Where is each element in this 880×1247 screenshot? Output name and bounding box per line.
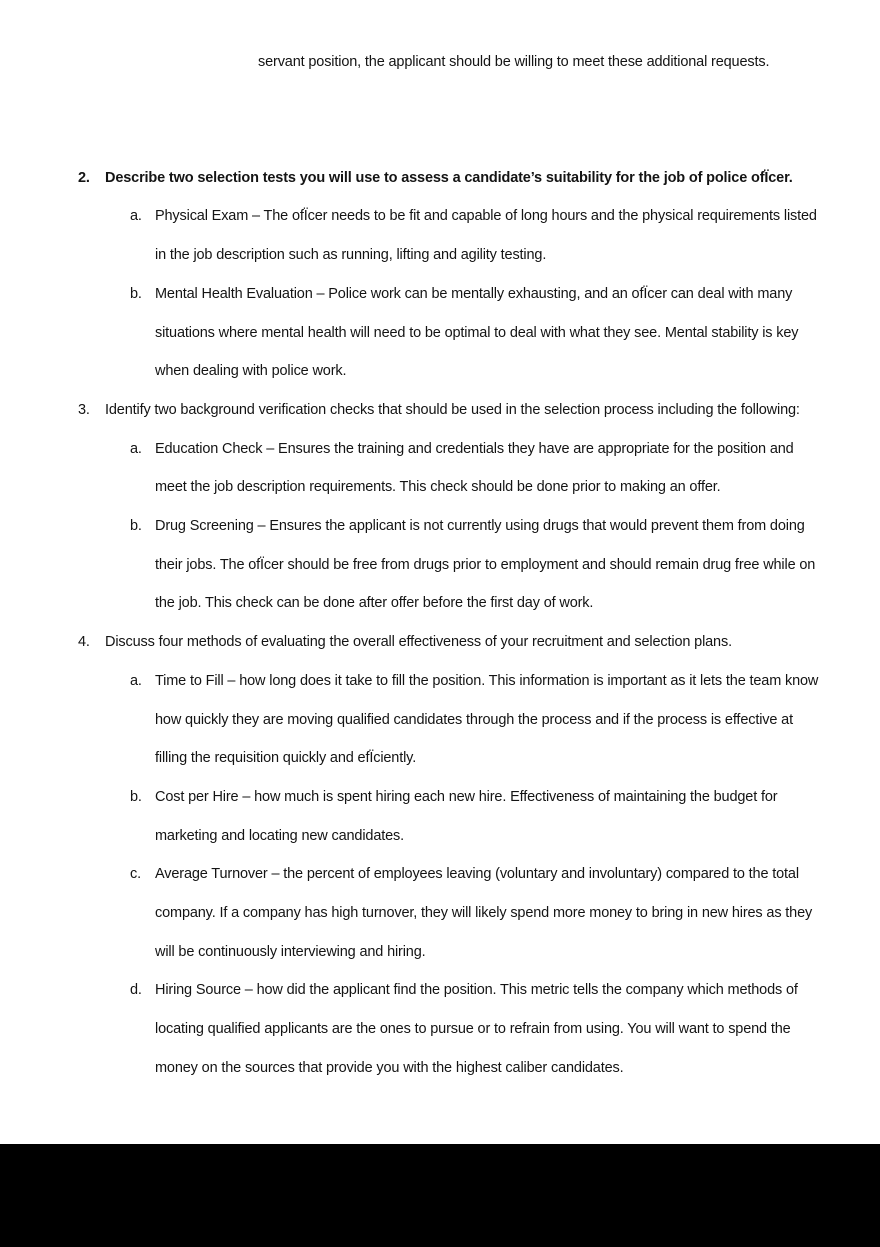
- item-number: 2.: [78, 169, 90, 186]
- page-footer-black-bar: [0, 1144, 880, 1247]
- sub-list-item: [0, 662, 880, 778]
- sub-item-text: Physical Exam – The ofÏcer needs to be fit and capable of long hours and the physical requirements listed in the job description such as running, lifting and agility testing.: [155, 208, 817, 264]
- sub-item-text: Drug Screening – Ensures the applicant is not currently using drugs that would prevent them from doing their jobs. The ofÏcer should be free from drugs prior to employment and should remain drug free while on the job. This check can be done after offer before the first day of work.: [155, 518, 816, 612]
- sub-list-item: [0, 855, 880, 971]
- sub-item-text: Mental Health Evaluation – Police work can be mentally exhausting, and an ofÏcer can deal with many situations where mental health will need to be optimal to deal with what they see. Mental stability is key when dealing with police work.: [155, 285, 799, 380]
- sub-item-letter: d.: [130, 982, 142, 999]
- sub-item-letter: b.: [130, 285, 142, 302]
- sub-item-text: Hiring Source – how did the applicant find the position. This metric tells the company which methods of locating qualified applicants are the ones to pursue or to refrain from using. You will want to spend the money on the sources that provide you with the highest caliber candidates.: [155, 982, 798, 1076]
- sub-item-letter: a.: [130, 208, 142, 225]
- sub-item-text: Average Turnover – the percent of employees leaving (voluntary and involuntary) compared to the total company. If a company has high turnover, they will likely spend more money to bring in new hires as they will be continuously interviewing and hiring.: [155, 866, 813, 960]
- document-body: [0, 43, 880, 1088]
- item-text: Discuss four methods of evaluating the overall effectiveness of your recruitment and selection plans.: [105, 634, 732, 651]
- sub-list-item: [0, 275, 880, 391]
- paragraph-continuation-line: servant position, the applicant should be willing to meet these additional requests.: [258, 54, 770, 70]
- sub-item-letter: a.: [130, 672, 142, 689]
- sub-item-letter: a.: [130, 440, 142, 457]
- sub-item-letter: b.: [130, 788, 142, 805]
- numbered-list: [0, 159, 880, 1088]
- sub-list-item: [0, 971, 880, 1087]
- sub-list-item: [0, 507, 880, 623]
- list-item: [0, 159, 880, 198]
- sub-list-item: [0, 778, 880, 855]
- item-text: Describe two selection tests you will use to assess a candidate’s suitability for the job of police ofÏcer.: [105, 169, 793, 186]
- sub-item-text: Education Check – Ensures the training and credentials they have are appropriate for the position and meet the job description requirements. This check should be done prior to making an offer.: [155, 440, 794, 496]
- sub-item-text: Time to Fill – how long does it take to fill the position. This information is important as it lets the team know how quickly they are moving qualified candidates through the process and if the process is effective at filling the requisition quickly and efÏciently.: [155, 672, 819, 767]
- sub-item-text: Cost per Hire – how much is spent hiring each new hire. Effectiveness of maintaining the budget for marketing and locating new candidates.: [155, 788, 778, 844]
- sub-item-letter: c.: [130, 866, 141, 883]
- sub-item-letter: b.: [130, 518, 142, 535]
- sub-list-item: [0, 430, 880, 507]
- item-number: 3.: [78, 401, 90, 418]
- item-number: 4.: [78, 634, 90, 651]
- item-text: Identify two background verification checks that should be used in the selection process including the following:: [105, 401, 800, 418]
- sub-list-item: [0, 197, 880, 274]
- list-item: [0, 623, 880, 662]
- list-item: [0, 391, 880, 430]
